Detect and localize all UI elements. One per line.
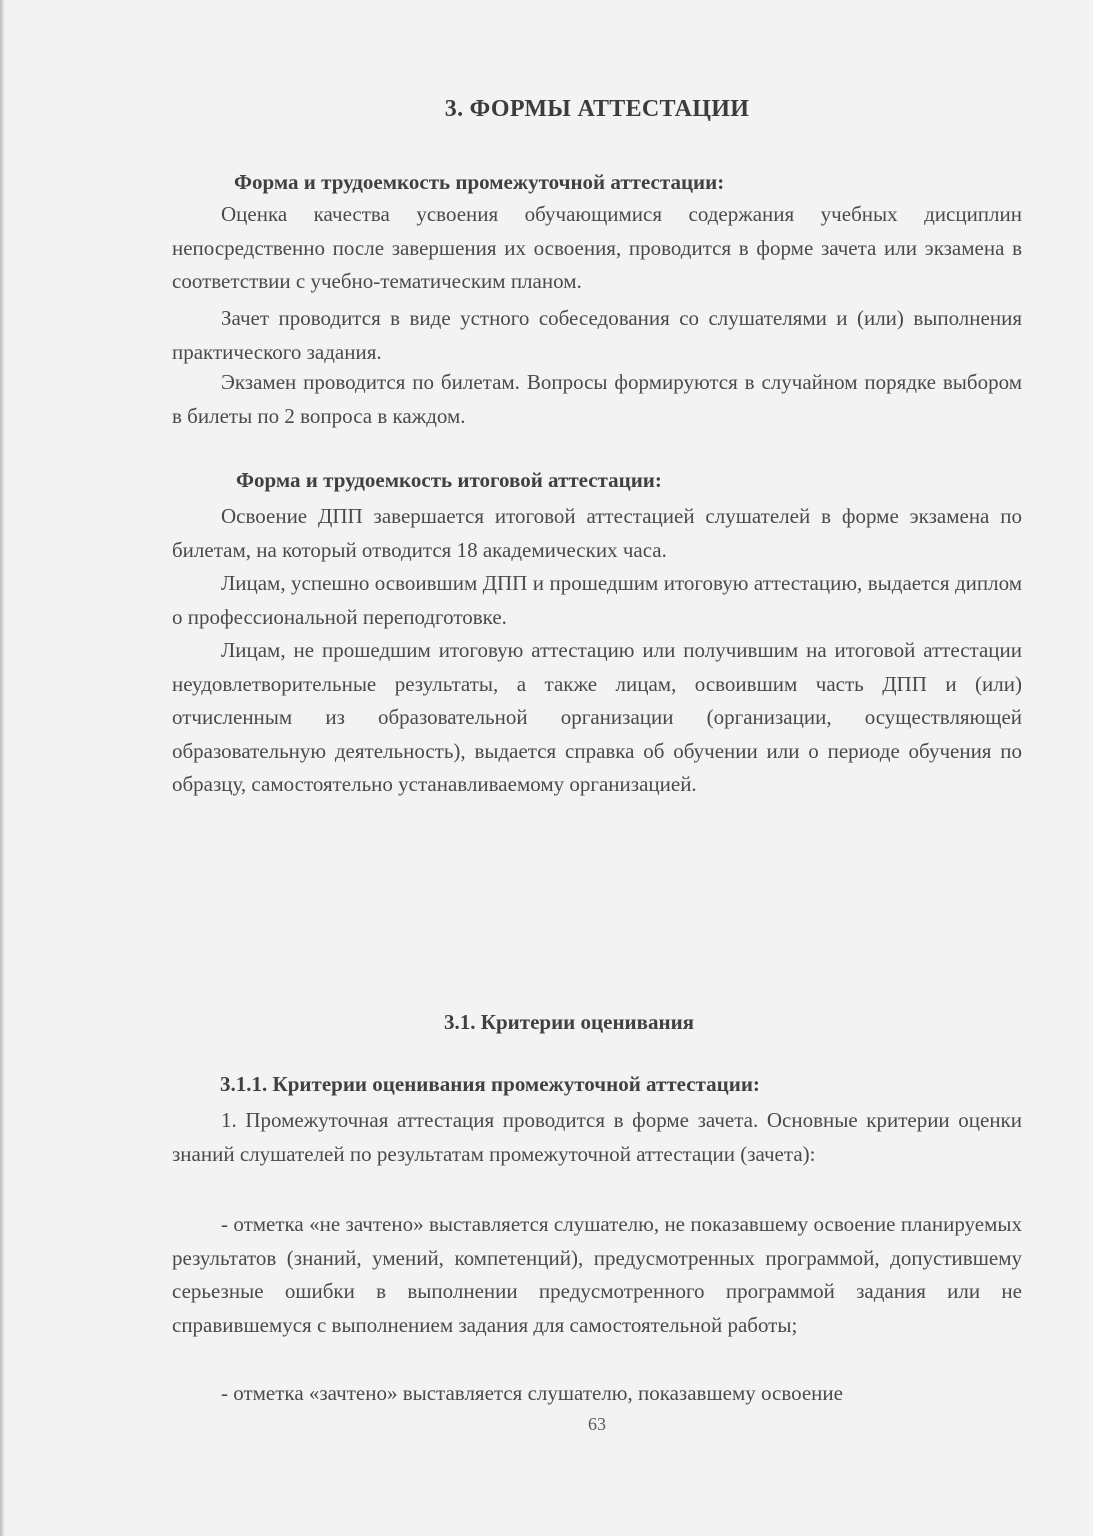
final-attestation-heading: Форма и трудоемкость итоговой аттестации: [236, 468, 662, 492]
paragraph-criteria-intro: 1. Промежуточная аттестация проводится в форме зачета. Основные критерии оценки знаний слушателей по результатам промежуточной аттестации (зачета): [172, 1108, 1022, 1166]
paragraph-intermediate-quality: Оценка качества усвоения обучающимися содержания учебных дисциплин непосредственно после завершения их освоения, проводится в форме зачета или экзамена в соответствии с учебно-тематическим планом. [172, 202, 1022, 293]
page-number: 63 [588, 1414, 606, 1434]
criteria-intermediate-subheading: 3.1.1. Критерии оценивания промежуточной аттестации: [220, 1072, 760, 1096]
paragraph-criteria-passed: - отметка «зачтено» выставляется слушателю, показавшему освоение [221, 1381, 843, 1405]
paragraph-intermediate-credit: Зачет проводится в виде устного собеседования со слушателями и (или) выполнения практического задания. [172, 306, 1022, 364]
paragraph-final-exam: Освоение ДПП завершается итоговой аттестацией слушателей в форме экзамена по билетам, на который отводится 18 академических часа. [172, 504, 1022, 562]
intermediate-attestation-heading: Форма и трудоемкость промежуточной аттестации: [234, 170, 725, 194]
criteria-section-heading: 3.1. Критерии оценивания [444, 1010, 695, 1034]
paragraph-final-certificate: Лицам, не прошедшим итоговую аттестацию или получившим на итоговой аттестации неудовлетворительные результаты, а также лицам, освоившим часть ДПП и (или) отчисленным из образовательной организации (организации, осуществляющей образовательную деятельность), выдается справка об обучении или о периоде обучения по образцу, самостоятельно устанавливаемому организацией. [172, 638, 1022, 796]
paragraph-intermediate-exam: Экзамен проводится по билетам. Вопросы формируются в случайном порядке выбором в билеты по 2 вопроса в каждом. [172, 370, 1022, 428]
paragraph-criteria-not-passed: - отметка «не зачтено» выставляется слушателю, не показавшему освоение планируемых результатов (знаний, умений, компетенций), предусмотренных программой, допустившему серьезные ошибки в выполнении предусмотренного программой задания или не справившемуся с выполнением задания для самостоятельной работы; [172, 1212, 1022, 1337]
chapter-title: 3. ФОРМЫ АТТЕСТАЦИИ [444, 96, 750, 122]
scan-shadow-edge [0, 0, 4, 1536]
paragraph-final-diploma: Лицам, успешно освоившим ДПП и прошедшим итоговую аттестацию, выдается диплом о профессиональной переподготовке. [172, 571, 1022, 629]
